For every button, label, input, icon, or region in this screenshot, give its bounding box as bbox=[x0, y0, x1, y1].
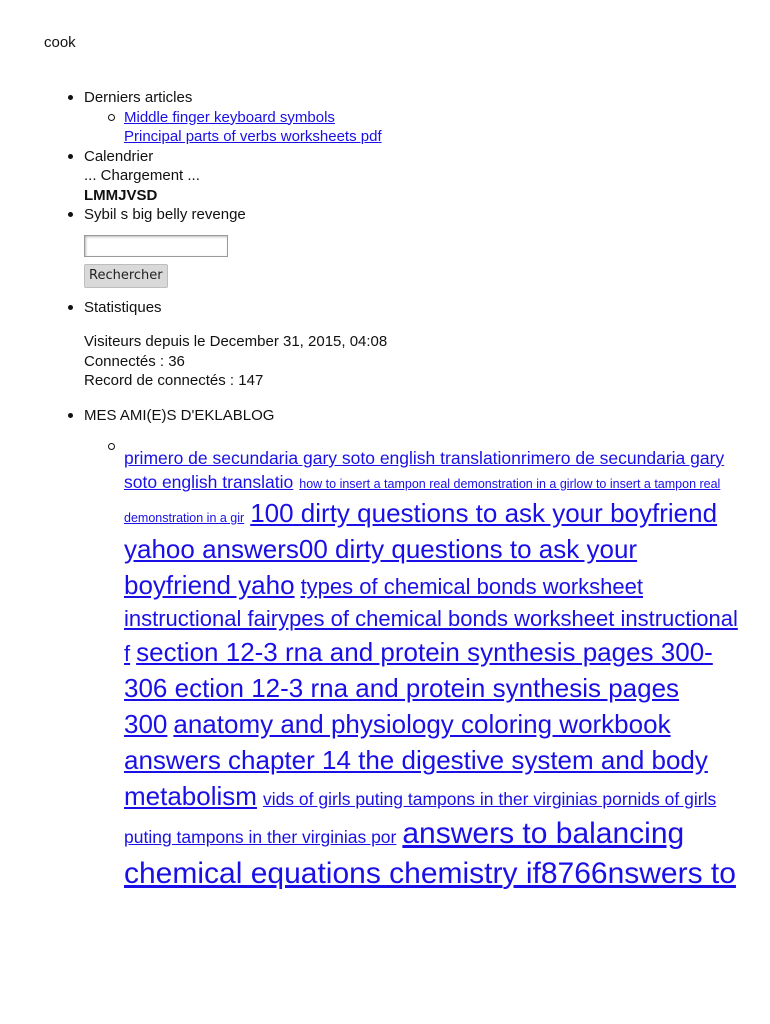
search-heading: Sybil s big belly revenge bbox=[84, 206, 246, 223]
friend-link-chemical-bonds[interactable]: types of chemical bonds worksheet instructional fairypes of chemical bonds worksheet instructional f bbox=[124, 573, 738, 666]
widget-calendrier bbox=[84, 147, 744, 206]
friend-link-dirty-questions[interactable]: 100 dirty questions to ask your boyfriend yahoo answers00 dirty questions to ask your boyfriend yaho bbox=[124, 497, 718, 600]
stats-record: Record de connectés : 147 bbox=[84, 372, 264, 389]
friend-link-balancing-equations[interactable]: answers to balancing chemical equations chemistry if8766nswers to bbox=[124, 816, 736, 890]
stats-heading: Statistiques bbox=[84, 298, 162, 316]
calendrier-days: LMMJVSD bbox=[84, 186, 158, 204]
derniers-item bbox=[124, 108, 744, 147]
calendrier-loading: ... Chargement ... bbox=[84, 167, 200, 184]
friend-link-rna-synthesis[interactable]: section 12-3 rna and protein synthesis pages 300-306 ection 12-3 rna and protein synthesis pages 300 bbox=[124, 636, 713, 739]
friend-link-tampon-demo[interactable]: how to insert a tampon real demonstration in a girlow to insert a tampon real demonstration in a gir bbox=[124, 477, 721, 525]
widget-friends bbox=[84, 406, 744, 894]
derniers-heading: Derniers articles bbox=[84, 89, 193, 106]
sidebar-widgets bbox=[84, 88, 744, 894]
article-link-principal-parts[interactable]: Principal parts of verbs worksheets pdf bbox=[124, 128, 382, 145]
derniers-list bbox=[124, 108, 744, 147]
widget-search bbox=[84, 205, 744, 298]
article-link-middle-finger[interactable]: Middle finger keyboard symbols bbox=[124, 108, 335, 126]
search-input[interactable] bbox=[84, 235, 228, 257]
calendrier-heading: Calendrier bbox=[84, 147, 154, 165]
friend-link-anatomy[interactable]: anatomy and physiology coloring workbook answers chapter 14 the digestive system and body metabolism bbox=[124, 708, 708, 811]
page-top-word: cook bbox=[44, 34, 76, 51]
stats-visitors: Visiteurs depuis le December 31, 2015, 04:08 bbox=[84, 333, 388, 350]
friend-link-gary-soto[interactable]: primero de secundaria gary soto english translationrimero de secundaria gary soto english translatio bbox=[124, 448, 725, 492]
widget-statistiques bbox=[84, 298, 744, 406]
friend-link-vids[interactable]: vids of girls puting tampons in ther virginias pornids of girls puting tampons in ther virginias por bbox=[124, 788, 717, 847]
widget-derniers-articles bbox=[84, 88, 744, 147]
search-button[interactable]: Rechercher bbox=[84, 264, 168, 288]
spacer bbox=[84, 288, 744, 298]
stats-connected: Connectés : 36 bbox=[84, 352, 185, 370]
friends-heading: MES AMI(E)S D'EKLABLOG bbox=[84, 406, 275, 424]
friends-list bbox=[124, 437, 744, 894]
friends-item bbox=[124, 437, 744, 894]
